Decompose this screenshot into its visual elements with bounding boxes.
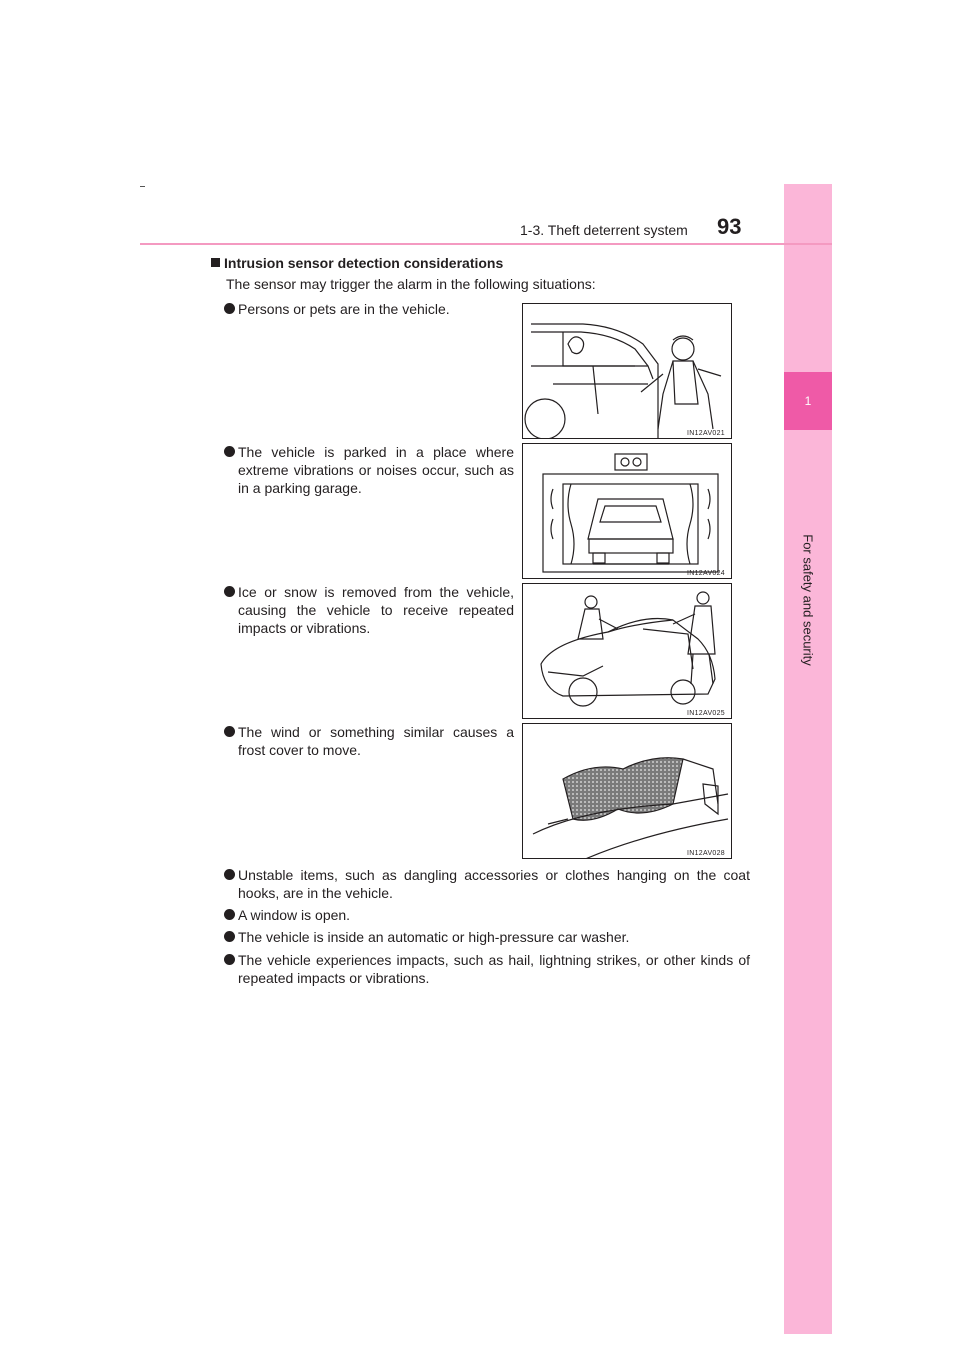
figure-ice-snow-removal xyxy=(522,583,732,719)
list-item xyxy=(224,723,514,759)
bullet-icon xyxy=(224,931,235,942)
figure-code: IN12AV028 xyxy=(687,850,725,857)
section-heading-text: Intrusion sensor detection considerations xyxy=(224,255,504,271)
intro-text: The sensor may trigger the alarm in the following situations: xyxy=(226,276,596,292)
list-item-text: A window is open. xyxy=(238,907,351,923)
list-item-text: The vehicle is inside an automatic or high-pressure car washer. xyxy=(238,929,630,945)
car-with-dog-illustration xyxy=(523,304,732,439)
figure-code: IN12AV024 xyxy=(687,570,725,577)
parking-garage-illustration xyxy=(523,444,732,579)
page-number: 93 xyxy=(717,214,742,239)
list-item-text: Persons or pets are in the vehicle. xyxy=(238,301,450,317)
bullet-icon xyxy=(224,869,235,880)
list-item-text: The wind or something similar causes a frost cover to move. xyxy=(238,724,514,758)
list-item-text: Ice or snow is removed from the vehicle, causing the vehicle to receive repeated impacts or vibrations. xyxy=(238,584,514,636)
list-item-text: The vehicle experiences impacts, such as hail, lightning strikes, or other kinds of repeated impacts or vibrations. xyxy=(238,952,750,986)
list-item xyxy=(224,583,514,637)
chapter-number-tab[interactable]: 1 xyxy=(784,372,832,430)
bullet-icon xyxy=(224,446,235,457)
section-title: 1-3. Theft deterrent system xyxy=(520,222,688,238)
list-item xyxy=(224,300,514,318)
list-item xyxy=(224,443,514,497)
bullet-icon xyxy=(224,303,235,314)
list-item xyxy=(224,906,750,924)
list-item xyxy=(224,866,750,902)
figure-frost-cover xyxy=(522,723,732,859)
list-item xyxy=(224,928,750,946)
figure-code: IN12AV021 xyxy=(687,430,725,437)
list-item-text: The vehicle is parked in a place where extreme vibrations or noises occur, such as in a parking garage. xyxy=(238,444,514,496)
frost-cover-illustration xyxy=(523,724,732,859)
bullet-icon xyxy=(224,909,235,920)
header-rule xyxy=(140,243,832,245)
section-heading xyxy=(211,255,503,271)
figure-person-pet-in-vehicle xyxy=(522,303,732,439)
square-bullet-icon xyxy=(211,258,220,267)
chapter-title: For safety and security xyxy=(800,534,816,666)
bullet-icon xyxy=(224,954,235,965)
figure-parking-garage xyxy=(522,443,732,579)
list-item xyxy=(224,951,750,987)
figure-code: IN12AV025 xyxy=(687,710,725,717)
list-item-text: Unstable items, such as dangling accessories or clothes hanging on the coat hooks, are in the vehicle. xyxy=(238,867,750,901)
bullet-icon xyxy=(224,726,235,737)
snow-removal-illustration xyxy=(523,584,732,719)
crop-mark xyxy=(140,186,145,187)
bullet-icon xyxy=(224,586,235,597)
chapter-side-tab xyxy=(784,184,832,1334)
